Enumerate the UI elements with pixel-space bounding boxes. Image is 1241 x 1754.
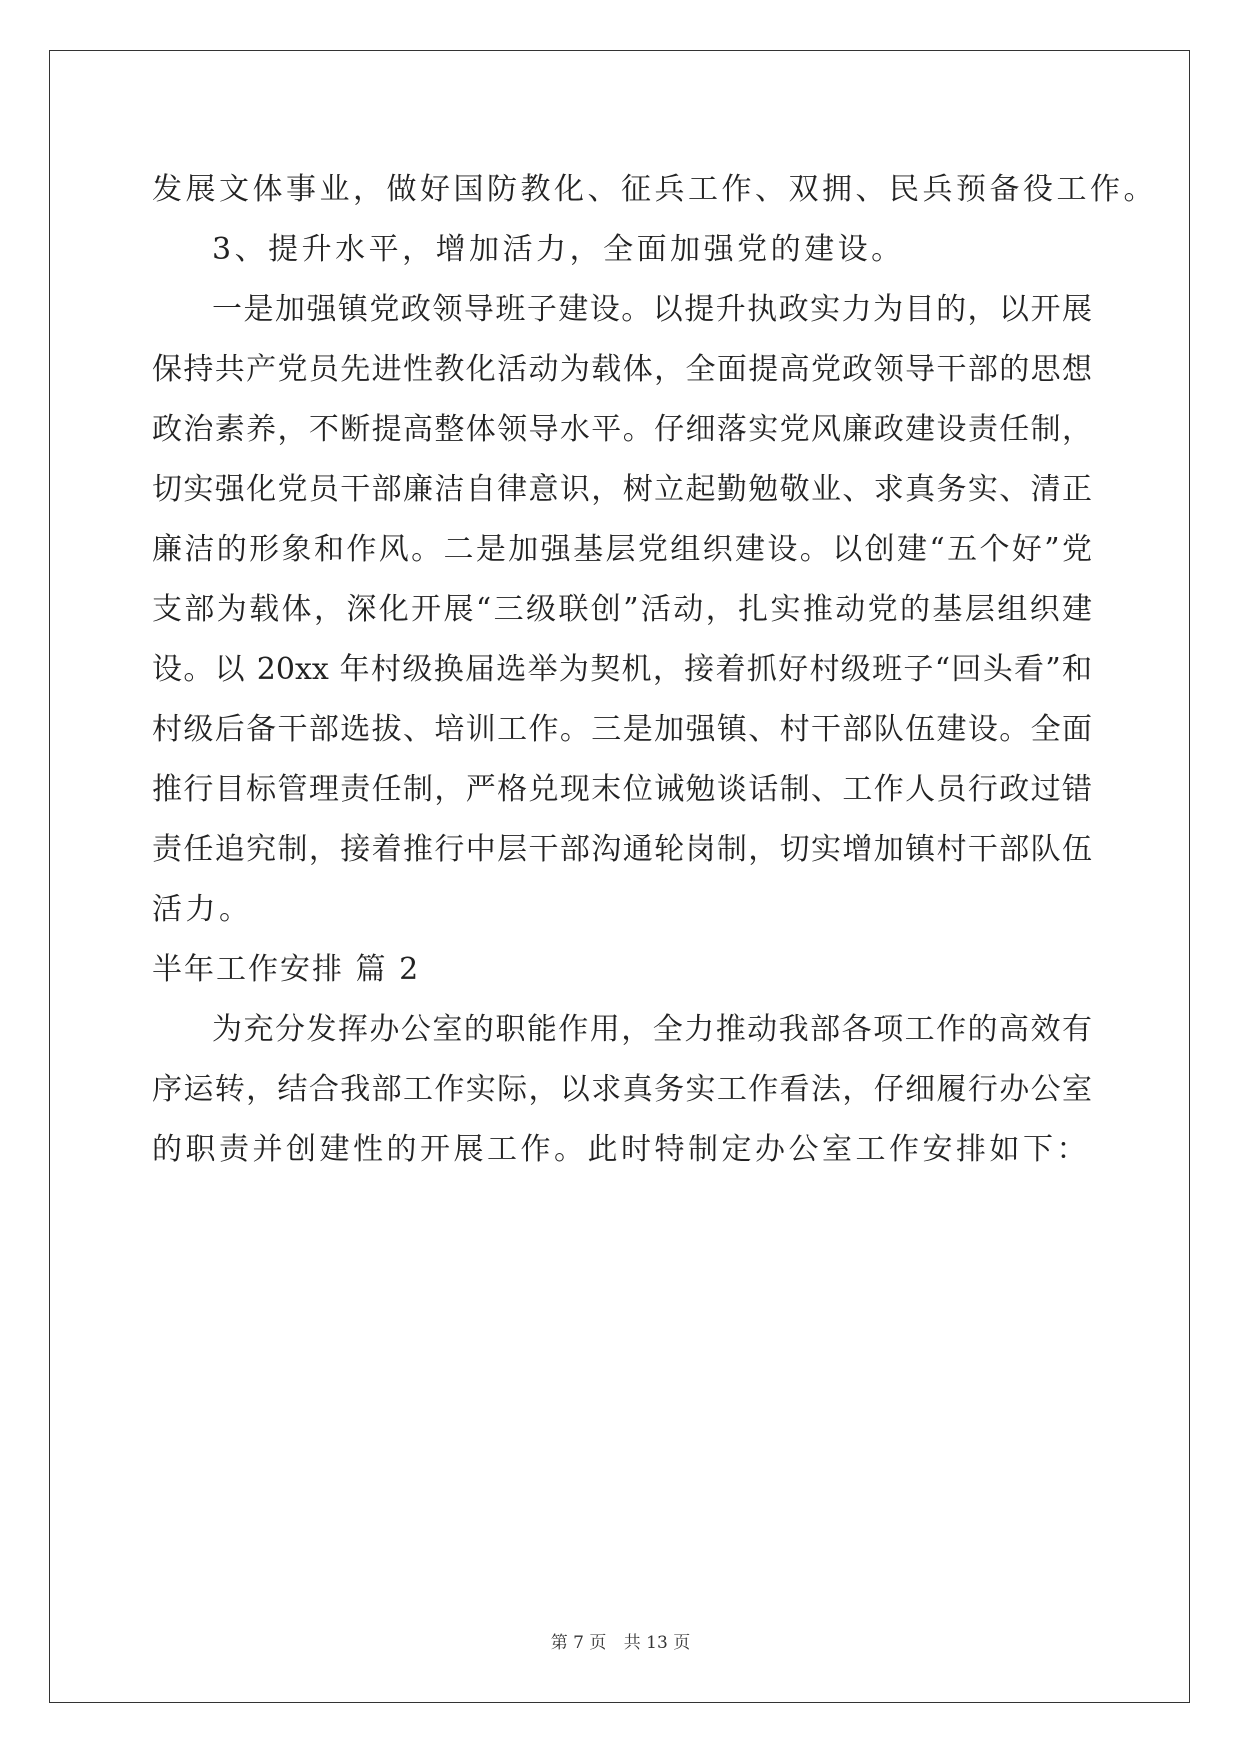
paragraph-line: 责任追究制，接着推行中层干部沟通轮岗制，切实增加镇村干部队伍 [152,832,1092,867]
paragraph-line: 切实强化党员干部廉洁自律意识，树立起勤勉敬业、求真务实、清正 [152,472,1092,507]
page-footer [0,1628,1241,1653]
document-body [152,160,1157,1180]
text-line: 发展文体事业，做好国防教化、征兵工作、双拥、民兵预备役工作。 [152,172,1157,207]
paragraph-line: 活力。 [152,892,253,927]
page-number: 第 7 页 [550,1633,607,1653]
paragraph-line: 政治素养，不断提高整体领导水平。仔细落实党风廉政建设责任制， [152,412,1092,447]
paragraph-line: 为充分发挥办公室的职能作用，全力推动我部各项工作的高效有 [212,1012,1092,1047]
paragraph-line: 廉洁的形象和作风。二是加强基层党组织建设。以创建“五个好”党 [152,532,1092,567]
page-total: 共 13 页 [623,1633,691,1653]
paragraph-line: 序运转，结合我部工作实际，以求真务实工作看法，仔细履行办公室 [152,1072,1092,1107]
section-heading: 3、提升水平，增加活力，全面加强党的建设。 [212,232,905,267]
paragraph-line: 推行目标管理责任制，严格兑现末位诫勉谈话制、工作人员行政过错 [152,772,1092,807]
paragraph-line: 设。以 20xx 年村级换届选举为契机，接着抓好村级班子“回头看”和 [152,652,1092,687]
paragraph-line: 支部为载体，深化开展“三级联创”活动，扎实推动党的基层组织建 [152,592,1092,627]
article-heading: 半年工作安排 篇 2 [152,952,421,987]
paragraph-line: 村级后备干部选拔、培训工作。三是加强镇、村干部队伍建设。全面 [152,712,1092,747]
paragraph-line: 的职责并创建性的开展工作。此时特制定办公室工作安排如下： [152,1132,1090,1167]
paragraph-line: 一是加强镇党政领导班子建设。以提升执政实力为目的，以开展 [212,292,1092,327]
paragraph-line: 保持共产党员先进性教化活动为载体，全面提高党政领导干部的思想 [152,352,1092,387]
